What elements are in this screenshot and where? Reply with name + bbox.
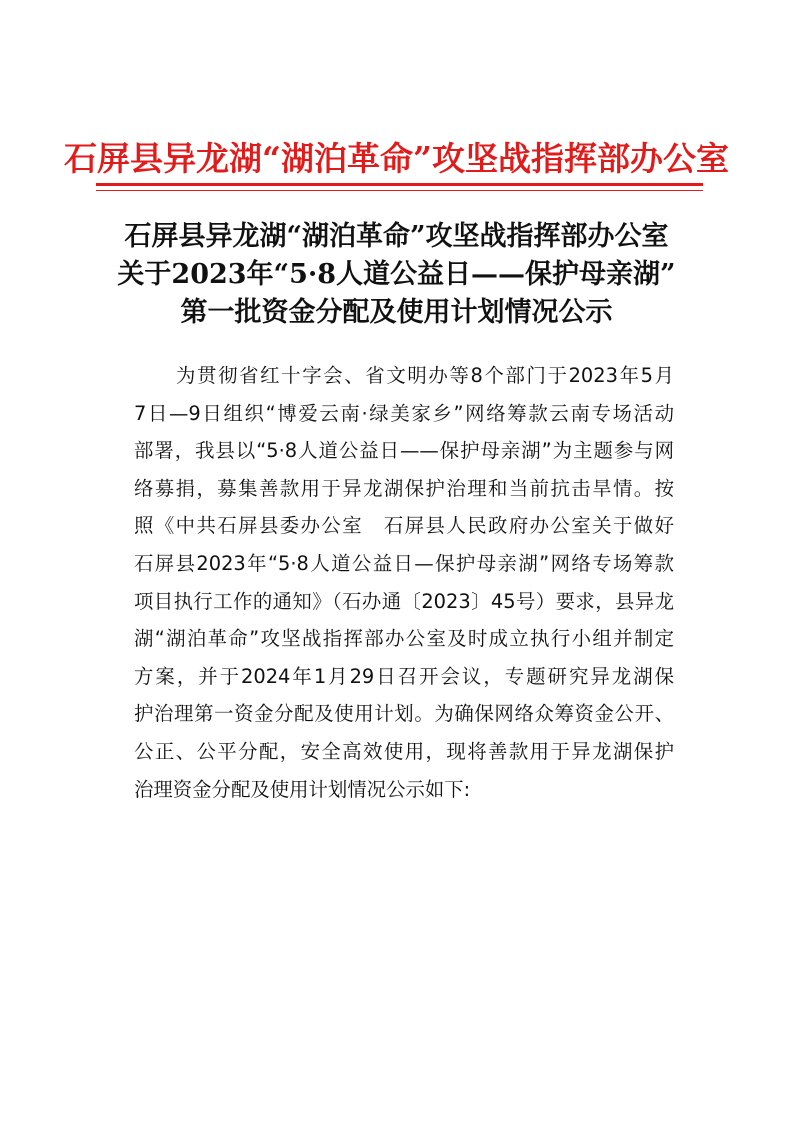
document-title-line: 石屏县异龙湖“湖泊革命”攻坚战指挥部办公室 <box>124 221 669 252</box>
body-line: 石屏县2023年“5·8人道公益日—保护母亲湖”网络专场筹款 <box>134 551 674 575</box>
body-line: 治理资金分配及使用计划情况公示如下: <box>134 777 471 801</box>
letterhead-rule-thick <box>96 183 703 186</box>
document-title <box>0 218 793 332</box>
body-line: 护治理第一资金分配及使用计划。为确保网络众筹资金公开、 <box>134 702 674 726</box>
letterhead-rule-thin <box>96 190 703 191</box>
document-title-line: 关于2023年“5·8人道公益日——保护母亲湖” <box>117 259 676 290</box>
letterhead-title: 石屏县异龙湖“湖泊革命”攻坚战指挥部办公室 <box>64 139 729 178</box>
body-paragraph <box>134 357 674 808</box>
body-line: 络募捐，募集善款用于异龙湖保护治理和当前抗击旱情。按 <box>134 476 674 500</box>
body-line: 方案，并于2024年1月29日召开会议，专题研究异龙湖保 <box>134 664 674 688</box>
document-title-line: 第一批资金分配及使用计划情况公示 <box>180 297 613 328</box>
body-line: 项目执行工作的通知》（石办通〔2023〕45号）要求，县异龙 <box>134 589 674 613</box>
body-line: 照《中共石屏县委办公室 石屏县人民政府办公室关于做好 <box>134 514 674 538</box>
body-line: 为贯彻省红十字会、省文明办等8个部门于2023年5月 <box>176 364 674 387</box>
body-line: 部署，我县以“5·8人道公益日——保护母亲湖”为主题参与网 <box>134 439 674 463</box>
body-line: 湖“湖泊革命”攻坚战指挥部办公室及时成立执行小组并制定 <box>134 627 674 651</box>
body-line: 7日—9日组织“博爱云南·绿美家乡”网络筹款云南专场活动 <box>134 401 674 425</box>
body-line: 公正、公平分配，安全高效使用，现将善款用于异龙湖保护 <box>134 739 674 763</box>
